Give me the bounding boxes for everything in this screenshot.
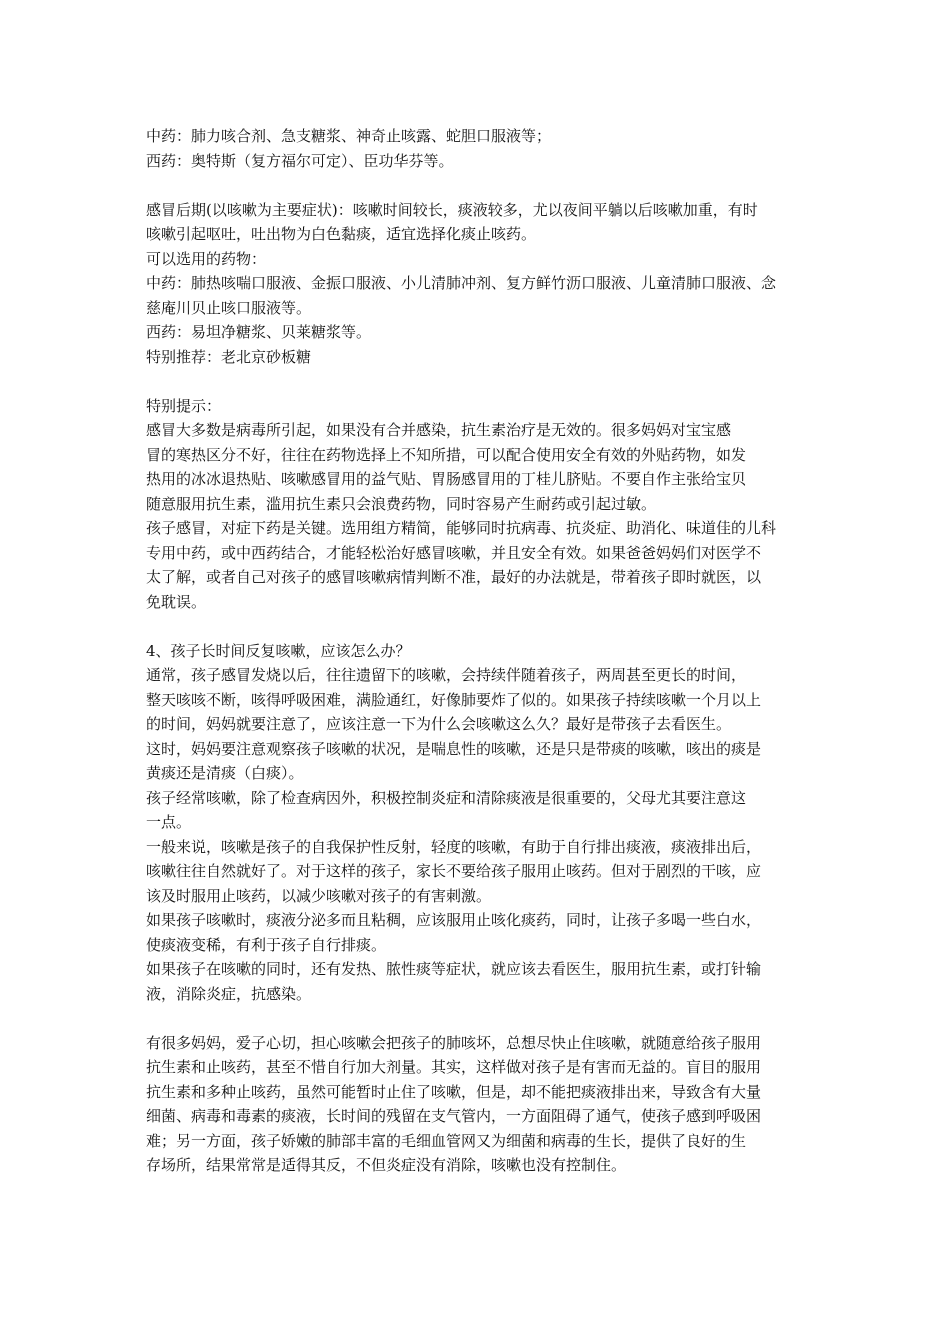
text-line: 该及时服用止咳药，以减少咳嗽对孩子的有害刺激。 xyxy=(146,886,492,905)
text-line: 随意服用抗生素，滥用抗生素只会浪费药物，同时容易产生耐药或引起过敏。 xyxy=(146,494,657,513)
text-line: 冒的寒热区分不好，往往在药物选择上不知所措，可以配合使用安全有效的外贴药物，如发 xyxy=(146,445,747,464)
blank-line xyxy=(146,173,814,198)
text-line: 免耽误。 xyxy=(146,592,207,611)
text-line: 热用的冰冰退热贴、咳嗽感冒用的益气贴、胃肠感冒用的丁桂儿脐贴。不要自作主张给宝贝 xyxy=(146,470,747,488)
text-line: 黄痰还是清痰（白痰）。 xyxy=(146,764,304,782)
text-line: 孩子经常咳嗽，除了检查病因外，积极控制炎症和清除痰液是很重要的，父母尤其要注意这 xyxy=(146,788,747,807)
blank-line xyxy=(146,614,814,639)
text-line: 有很多妈妈，爱子心切，担心咳嗽会把孩子的肺咳坏，总想尽快止住咳嗽，就随意给孩子服用 xyxy=(146,1033,762,1052)
text-line: 感冒大多数是病毒所引起，如果没有合并感染，抗生素治疗是无效的。很多妈妈对宝宝感 xyxy=(146,421,732,439)
text-line: 特别推荐：老北京砂板糖 xyxy=(146,347,312,366)
text-line: 抗生素和止咳药，甚至不惜自行加大剂量。其实，这样做对孩子是有害而无益的。盲目的服用 xyxy=(146,1058,762,1076)
text-line: 孩子感冒，对症下药是关键。选用组方精简，能够同时抗病毒、抗炎症、助消化、味道佳的儿科 xyxy=(146,519,777,537)
text-line: 如果孩子在咳嗽的同时，还有发热、脓性痰等症状，就应该去看医生，服用抗生素，或打针输 xyxy=(146,960,762,978)
text-line: 西药：易坦净糖浆、贝莱糖浆等。 xyxy=(146,323,372,341)
text-line: 咳嗽往往自然就好了。对于这样的孩子，家长不要给孩子服用止咳药。但对于剧烈的干咳，应 xyxy=(146,862,762,880)
text-line: 可以选用的药物： xyxy=(146,249,267,268)
text-line: 中药：肺热咳喘口服液、金振口服液、小儿清肺冲剂、复方鲜竹沥口服液、儿童清肺口服液、念 xyxy=(146,274,777,292)
text-line: 中药：肺力咳合剂、急支糖浆、神奇止咳露、蛇胆口服液等； xyxy=(146,127,552,145)
text-line: 存场所，结果常常是适得其反，不但炎症没有消除，咳嗽也没有控制住。 xyxy=(146,1156,627,1174)
text-line: 西药：奥特斯（复方福尔可定）、臣功华芬等。 xyxy=(146,151,454,170)
text-line: 这时，妈妈要注意观察孩子咳嗽的状况，是喘息性的咳嗽，还是只是带痰的咳嗽，咳出的痰是 xyxy=(146,739,762,758)
text-line: 特别提示： xyxy=(146,396,222,415)
text-line: 专用中药，或中西药结合，才能轻松治好感冒咳嗽，并且安全有效。如果爸爸妈妈们对医学不 xyxy=(146,543,762,562)
blank-line xyxy=(146,1006,814,1031)
document-page xyxy=(146,124,814,1178)
blank-line xyxy=(146,369,814,394)
text-line: 使痰液变稀，有利于孩子自行排痰。 xyxy=(146,935,387,954)
text-line: 一点。 xyxy=(146,813,192,831)
text-line: 细菌、病毒和毒素的痰液，长时间的残留在支气管内，一方面阻碍了通气，使孩子感到呼吸困 xyxy=(146,1107,762,1125)
text-line: 太了解，或者自己对孩子的感冒咳嗽病情判断不准，最好的办法就是，带着孩子即时就医，以 xyxy=(146,568,762,586)
text-line: 液，消除炎症，抗感染。 xyxy=(146,984,312,1003)
text-line: 难；另一方面，孩子娇嫩的肺部丰富的毛细血管网又为细菌和病毒的生长，提供了良好的生 xyxy=(146,1131,747,1150)
text-line: 的时间，妈妈就要注意了，应该注意一下为什么会咳嗽这么久？最好是带孩子去看医生。 xyxy=(146,715,732,733)
text-line: 通常，孩子感冒发烧以后，往往遗留下的咳嗽，会持续伴随着孩子，两周甚至更长的时间， xyxy=(146,666,747,684)
text-line: 抗生素和多种止咳药，虽然可能暂时止住了咳嗽，但是，却不能把痰液排出来，导致含有大量 xyxy=(146,1082,762,1101)
text-line: 感冒后期(以咳嗽为主要症状)：咳嗽时间较长，痰液较多，尤以夜间平躺以后咳嗽加重，有时 xyxy=(146,200,758,219)
text-line: 咳嗽引起呕吐，吐出物为白色黏痰，适宜选择化痰止咳药。 xyxy=(146,225,537,243)
text-line: 一般来说，咳嗽是孩子的自我保护性反射，轻度的咳嗽，有助于自行排出痰液，痰液排出后， xyxy=(146,837,762,856)
text-line: 慈庵川贝止咳口服液等。 xyxy=(146,298,312,317)
section-heading: 4、孩子长时间反复咳嗽，应该怎么办？ xyxy=(146,641,411,660)
text-line: 如果孩子咳嗽时，痰液分泌多而且粘稠，应该服用止咳化痰药，同时，让孩子多喝一些白水， xyxy=(146,911,762,929)
text-line: 整天咳咳不断，咳得呼吸困难，满脸通红，好像肺要炸了似的。如果孩子持续咳嗽一个月以上 xyxy=(146,690,762,709)
